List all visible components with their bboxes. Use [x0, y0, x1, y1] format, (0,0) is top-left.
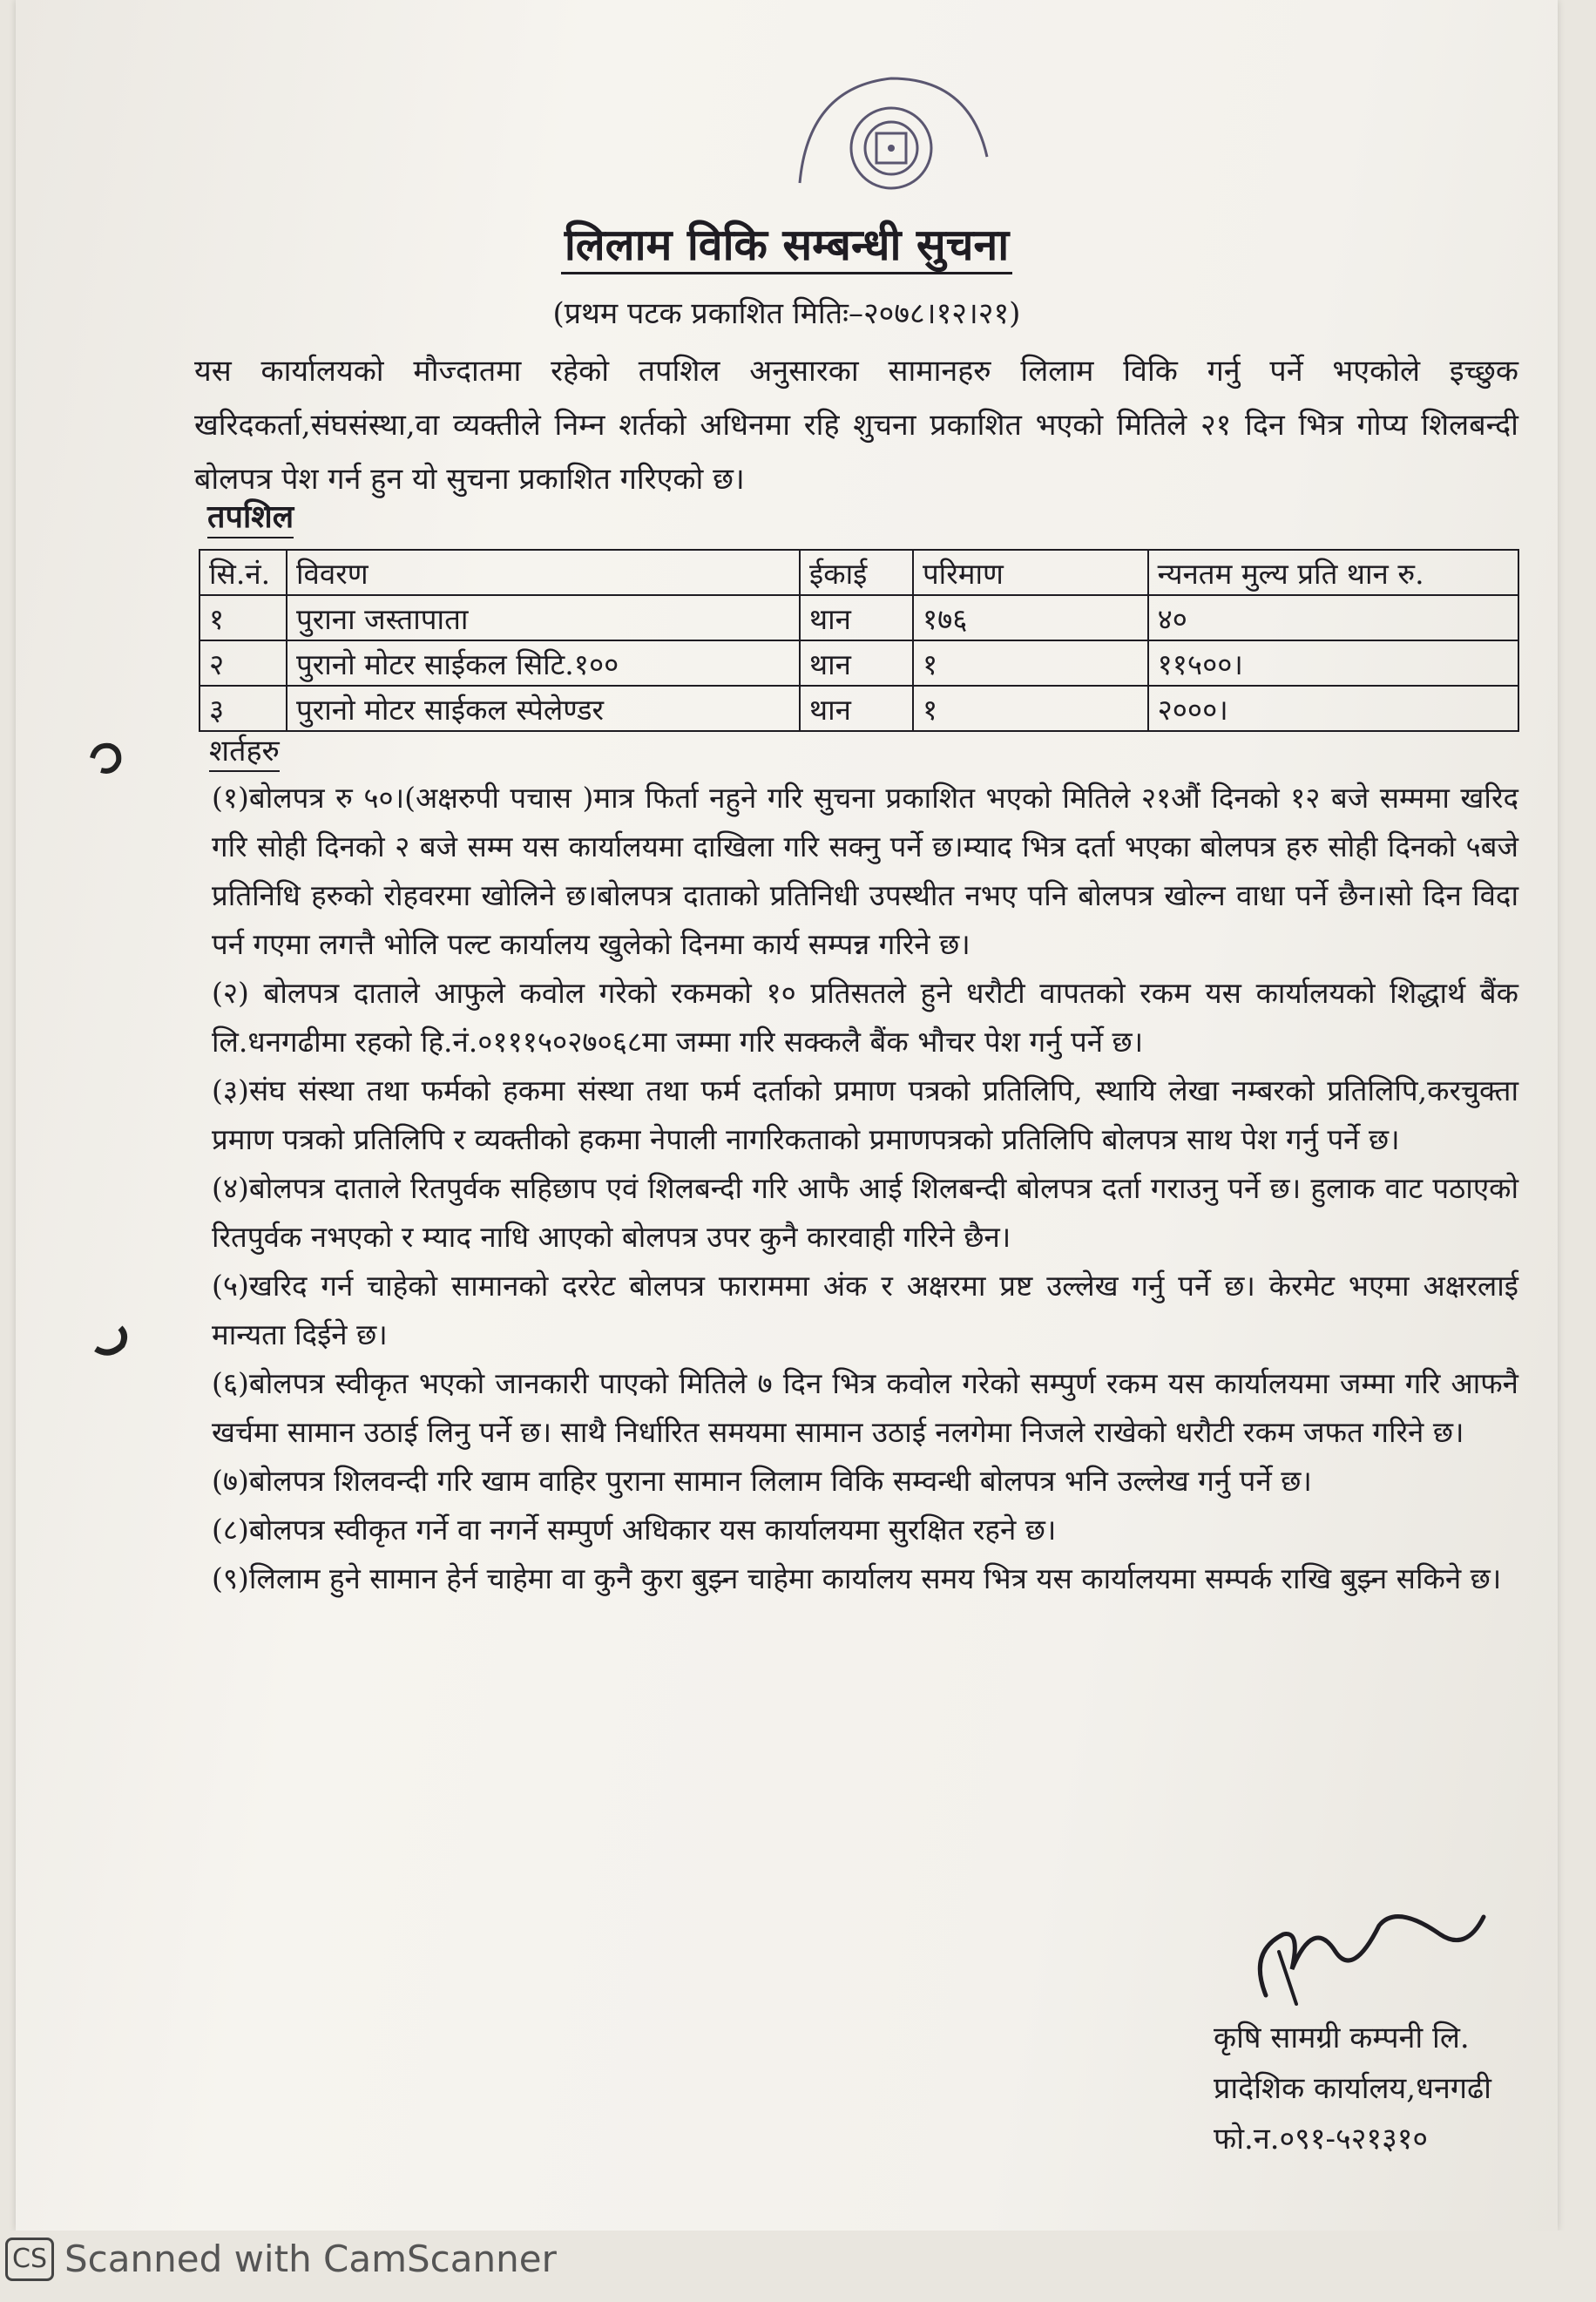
col-header-min-price: न्यनतम मुल्य प्रति थान रु. — [1148, 550, 1518, 595]
cell-description: पुरानो मोटर साईकल स्पेलेण्डर — [287, 686, 800, 731]
punch-hole-mark — [92, 1323, 131, 1361]
table-header-row — [200, 550, 1518, 595]
condition-item: (३)संघ संस्था तथा फर्मको हकमा संस्था तथा फर्म दर्ताको प्रमाण पत्रको प्रतिलिपि, स्थायि लेखा नम्बरको प्रतिलिपि,करचुक्ता प्रमाण पत्रको प्रतिलिपि र व्यक्तीको हकमा नेपाली नागरिकताको प्रमाणपत्रको प्रतिलिपि बोलपत्र साथ पेश गर्नु पर्ने छ। — [212, 1073, 1518, 1156]
cell-unit: थान — [800, 686, 913, 731]
table-row — [200, 686, 1518, 731]
notice-page — [16, 0, 1558, 2231]
cell-quantity: १ — [913, 640, 1148, 686]
col-header-quantity: परिमाण — [913, 550, 1148, 595]
signature-block — [1214, 1899, 1545, 2164]
handwritten-signature — [1231, 1899, 1492, 2013]
details-heading: तपशिल — [207, 497, 294, 538]
cell-min-price: ११५००। — [1148, 640, 1518, 686]
cell-description: पुराना जस्तापाता — [287, 595, 800, 640]
col-header-serial: सि.नं. — [200, 550, 287, 595]
conditions-list — [212, 774, 1518, 1603]
cell-quantity: १ — [913, 686, 1148, 731]
intro-paragraph: यस कार्यालयको मौज्दातमा रहेको तपशिल अनुसारका सामानहरु लिलाम विकि गर्नु पर्ने भएकोले इच्छुक खरिदकर्ता,संघसंस्था,वा व्यक्तीले निम्न शर्तको अधिनमा रहि शुचना प्रकाशित भएको मितिले २१ दिन भित्र गोप्य शिलबन्दी बोलपत्र पेश गर्न हुन यो सुचना प्रकाशित गरिएको छ। — [194, 354, 1518, 497]
punch-hole-mark — [87, 739, 125, 777]
cell-serial: १ — [200, 595, 287, 640]
table-row — [200, 640, 1518, 686]
cell-unit: थान — [800, 640, 913, 686]
condition-item: (१)बोलपत्र रु ५०।(अक्षरुपी पचास )मात्र फिर्ता नहुने गरि सुचना प्रकाशित भएको मितिले २१औं दिनको १२ बजे सम्ममा खरिद गरि सोही दिनको २ बजे सम्म यस कार्यालयमा दाखिला गरि सक्नु पर्ने छ।म्याद भित्र दर्ता भएका बोलपत्र हरु सोही दिनको ५बजे प्रतिनिधि हरुको रोहवरमा खोलिने छ।बोलपत्र दाताको प्रतिनिधी उपस्थीत नभए पनि बोलपत्र खोल्न वाधा पर्ने छैन।सो दिन विदा पर्न गएमा लगत्तै भोलि पल्ट कार्यालय खुलेको दिनमा कार्य सम्पन्न गरिने छ। — [212, 781, 1518, 961]
cell-quantity: १७६ — [913, 595, 1148, 640]
condition-item: (२) बोलपत्र दाताले आफुले कवोल गरेको रकमको १० प्रतिसतले हुने धरौटी वापतको रकम यस कार्यालयको शिद्धार्थ बैंक लि.धनगढीमा रहको हि.नं.०१११५०२७०६८मा जम्मा गरि सक्कलै बैंक भौचर पेश गर्नु पर्ने छ। — [212, 976, 1518, 1059]
cell-min-price: ४० — [1148, 595, 1518, 640]
condition-item: (८)बोलपत्र स्वीकृत गर्ने वा नगर्ने सम्पुर्ण अधिकार यस कार्यालयमा सुरक्षित रहने छ। — [212, 1513, 1057, 1547]
signoff-office: प्रादेशिक कार्यालय,धनगढी — [1214, 2071, 1491, 2106]
condition-item: (४)बोलपत्र दाताले रितपुर्वक सहिछाप एवं शिलबन्दी गरि आफै आई शिलबन्दी बोलपत्र दर्ता गराउनु पर्ने छ। हुलाक वाट पठाएको रितपुर्वक नभएको र म्याद नाधि आएको बोलपत्र उपर कुनै कारवाही गरिने छैन। — [212, 1171, 1518, 1254]
condition-item: (६)बोलपत्र स्वीकृत भएको जानकारी पाएको मितिले ७ दिन भित्र कवोल गरेको सम्पुर्ण रकम यस कार्यालयमा जम्मा गरि आफनै खर्चमा सामान उठाई लिनु पर्ने छ। साथै निर्धारित समयमा सामान उठाई नलगेमा निजले राखेको धरौटी रकम जफत गरिने छ। — [212, 1366, 1518, 1449]
conditions-heading: शर्तहरु — [209, 732, 280, 772]
cell-serial: २ — [200, 640, 287, 686]
cell-min-price: २०००। — [1148, 686, 1518, 731]
cell-serial: ३ — [200, 686, 287, 731]
condition-item: (९)लिलाम हुने सामान हेर्न चाहेमा वा कुनै कुरा बुझ्न चाहेमा कार्यालय समय भित्र यस कार्यालयमा सम्पर्क राखि बुझ्न सकिने छ। — [212, 1561, 1502, 1595]
table-row — [200, 595, 1518, 640]
camscanner-watermark: Scanned with CamScanner — [64, 2238, 557, 2280]
condition-item: (७)बोलपत्र शिलवन्दी गरि खाम वाहिर पुराना सामान लिलाम विकि सम्वन्धी बोलपत्र भनि उल्लेख गर्नु पर्ने छ। — [212, 1464, 1312, 1498]
signoff-phone: फो.न.०९१-५२१३१० — [1214, 2122, 1429, 2156]
notice-title: लिलाम विकि सम्बन्धी सुचना — [16, 213, 1558, 273]
signoff-company: कृषि सामग्री कम्पनी लि. — [1214, 2021, 1470, 2055]
camscanner-logo-icon: CS — [5, 2238, 54, 2281]
items-table — [199, 549, 1519, 732]
condition-item: (५)खरिद गर्न चाहेको सामानको दररेट बोलपत्र फाराममा अंक र अक्षरमा प्रष्ट उल्लेख गर्नु पर्ने छ। केरमेट भएमा अक्षरलाई मान्यता दिईने छ। — [212, 1269, 1518, 1351]
col-header-unit: ईकाई — [800, 550, 913, 595]
publication-date: (प्रथम पटक प्रकाशित मितिः–२०७८।१२।२१) — [552, 296, 1021, 331]
col-header-description: विवरण — [287, 550, 800, 595]
cell-unit: थान — [800, 595, 913, 640]
cell-description: पुरानो मोटर साईकल सिटि.१०० — [287, 640, 800, 686]
